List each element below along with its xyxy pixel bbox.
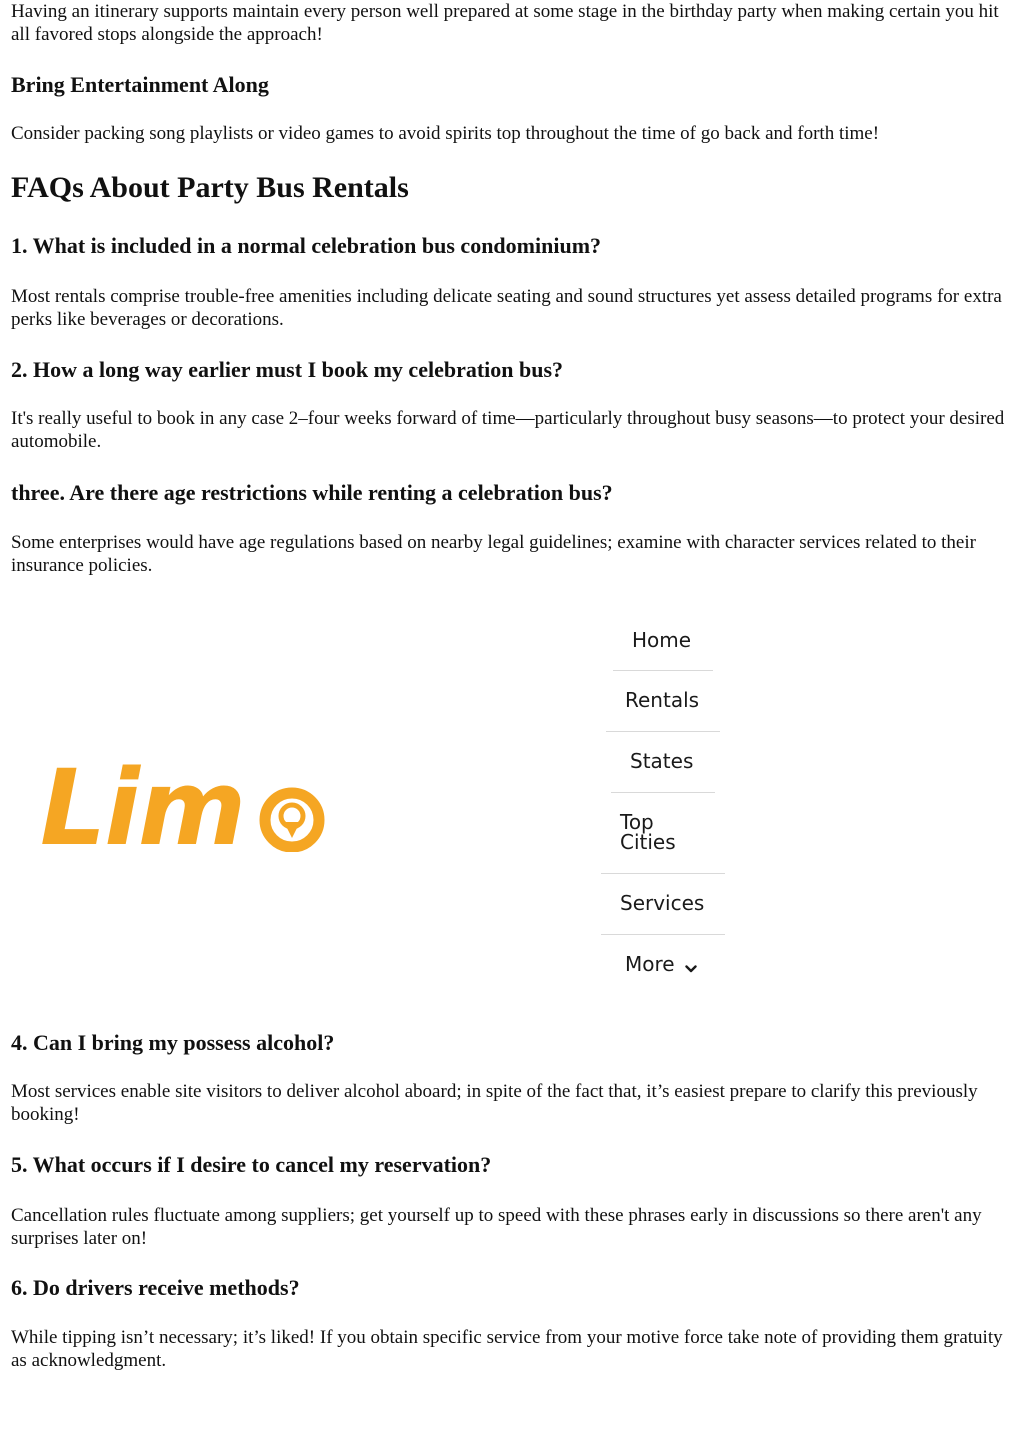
nav-item-rentals[interactable]: Rentals	[625, 688, 700, 712]
nav-item-more[interactable]	[625, 954, 697, 976]
faq-question-6: 6. Do drivers receive methods?	[11, 1275, 300, 1300]
nav-divider	[613, 670, 713, 671]
nav-divider	[601, 934, 725, 935]
faq-answer-3: Some enterprises would have age regulations based on nearby legal guidelines; examine with character services related to their insurance policies.	[11, 532, 976, 576]
faq-question-5: 5. What occurs if I desire to cancel my reservation?	[11, 1152, 492, 1177]
faqs-heading: FAQs About Party Bus Rentals	[11, 171, 409, 204]
faq-answer-4: Most services enable site visitors to deliver alcohol aboard; in spite of the fact that, it’s easiest prepare to clarify this previously booking!	[11, 1081, 978, 1125]
nav-item-services[interactable]: Services	[620, 891, 705, 915]
faq-answer-6: While tipping isn’t necessary; it’s liked! If you obtain specific service from your motive force take note of providing them gratuity as acknowledgment.	[11, 1327, 1003, 1371]
entertainment-heading: Bring Entertainment Along	[11, 72, 269, 97]
nav-item-home[interactable]: Home	[632, 628, 692, 652]
nav-item-more-label: More	[625, 952, 675, 976]
nav-divider	[611, 792, 715, 793]
faq-answer-5: Cancellation rules fluctuate among suppliers; get yourself up to speed with these phrases early in discussions so there aren't any surprises later on!	[11, 1205, 982, 1249]
nav-divider	[601, 873, 725, 874]
faq-question-4: 4. Can I bring my possess alcohol?	[11, 1030, 335, 1055]
faq-question-1: 1. What is included in a normal celebration bus condominium?	[11, 233, 602, 258]
nav-item-top-cities-line1: Top	[620, 810, 654, 834]
limo-logo-graphic	[40, 756, 330, 852]
location-pin-icon	[265, 793, 319, 847]
nav-item-states[interactable]: States	[630, 749, 694, 773]
faq-answer-2: It's really useful to book in any case 2–four weeks forward of time—particularly throughout busy seasons—to protect your desired automobile.	[11, 408, 1005, 452]
limo-logo[interactable]	[40, 756, 330, 852]
svg-text:Lim: Lim	[40, 756, 245, 852]
intro-paragraph: Having an itinerary supports maintain every person well prepared at some stage in the birthday party when making certain you hit all favored stops alongside the approach!	[11, 1, 999, 45]
faq-question-3: three. Are there age restrictions while renting a celebration bus?	[11, 480, 613, 505]
chevron-down-icon	[685, 956, 697, 976]
entertainment-paragraph: Consider packing song playlists or video games to avoid spirits top throughout the time of go back and forth time!	[11, 123, 880, 144]
nav-item-top-cities[interactable]	[620, 812, 676, 852]
nav-item-top-cities-line2: Cities	[620, 830, 676, 854]
nav-divider	[606, 731, 720, 732]
faq-answer-1: Most rentals comprise trouble-free amenities including delicate seating and sound structures yet assess detailed programs for extra perks like beverages or decorations.	[11, 286, 1002, 330]
faq-question-2: 2. How a long way earlier must I book my celebration bus?	[11, 357, 564, 382]
